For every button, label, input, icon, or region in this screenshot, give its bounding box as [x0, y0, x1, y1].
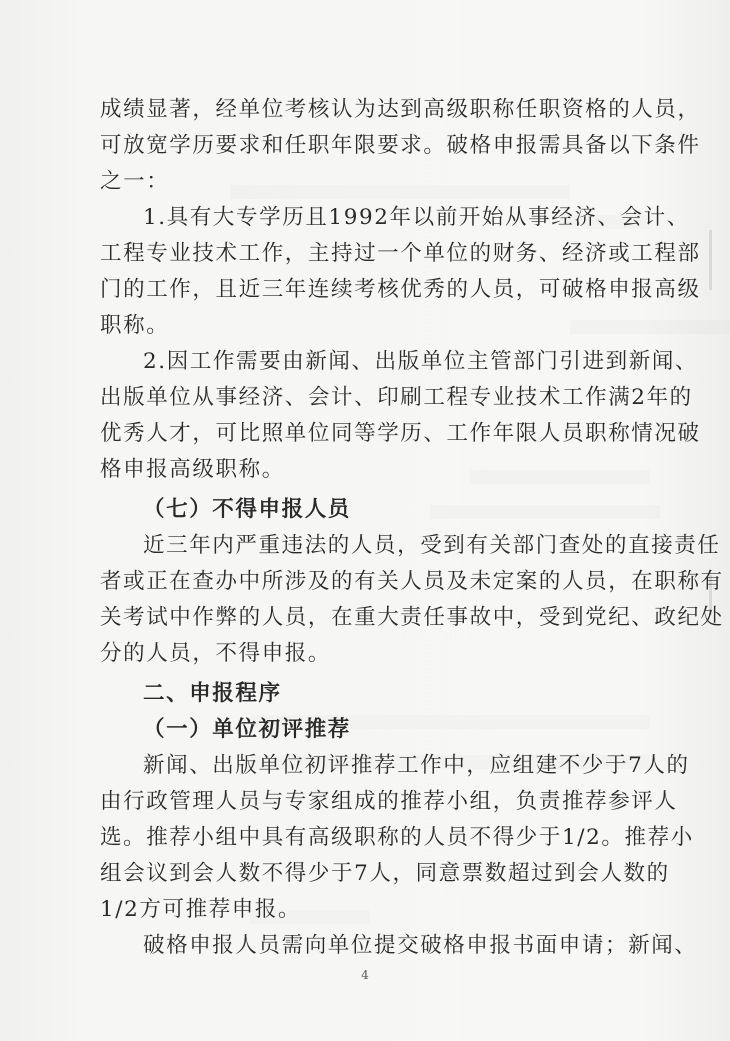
subsection-heading: （一）单位初评推荐: [143, 717, 351, 742]
text-line: 出版单位从事经济、会计、印刷工程专业技术工作满2年的: [100, 385, 693, 410]
text-line: 2.因工作需要由新闻、出版单位主管部门引进到新闻、: [143, 349, 699, 374]
text-line: 者或正在查办中所涉及的有关人员及未定案的人员，在职称有: [100, 569, 724, 594]
text-line: 破格申报人员需向单位提交破格申报书面申请；新闻、: [143, 933, 698, 958]
text-line: 关考试中作弊的人员，在重大责任事故中，受到党纪、政纪处: [100, 605, 724, 630]
section-heading: （七）不得申报人员: [143, 497, 351, 522]
text-line: 1.具有大专学历且1992年以前开始从事经济、会计、: [143, 205, 690, 230]
text-line: 选。推荐小组中具有高级职称的人员不得少于1/2。推荐小: [100, 825, 694, 850]
text-line: 分的人员，不得申报。: [100, 641, 332, 666]
bleed-through-mark: [230, 185, 570, 199]
bleed-through-mark: [570, 320, 730, 334]
text-line: 近三年内严重违法的人员，受到有关部门查处的直接责任: [143, 533, 721, 558]
text-line: 工程专业技术工作，主持过一个单位的财务、经济或工程部: [100, 241, 701, 266]
text-line: 之一：: [100, 169, 170, 194]
bleed-through-mark: [430, 505, 660, 519]
text-line: 成绩显著，经单位考核认为达到高级职称任职资格的人员，: [100, 97, 701, 122]
text-line: 格申报高级职称。: [100, 457, 285, 482]
text-line: 由行政管理人员与专家组成的推荐小组，负责推荐参评人: [100, 789, 678, 814]
text-line: 门的工作，且近三年连续考核优秀的人员，可破格申报高级: [100, 277, 701, 302]
text-line: 组会议到会人数不得少于7人，同意票数超过到会人数的: [100, 861, 670, 886]
section-heading: 二、申报程序: [143, 681, 282, 706]
edge-mark: [709, 230, 712, 290]
text-line: 优秀人才，可比照单位同等学历、工作年限人员职称情况破: [100, 421, 701, 446]
text-line: 1/2方可推荐申报。: [100, 897, 302, 922]
text-line: 可放宽学历要求和任职年限要求。破格申报需具备以下条件: [100, 133, 701, 158]
text-line: 新闻、出版单位初评推荐工作中，应组建不少于7人的: [143, 753, 690, 778]
page-number: 4: [361, 968, 369, 982]
text-line: 职称。: [100, 313, 170, 338]
bleed-through-mark: [470, 470, 650, 484]
